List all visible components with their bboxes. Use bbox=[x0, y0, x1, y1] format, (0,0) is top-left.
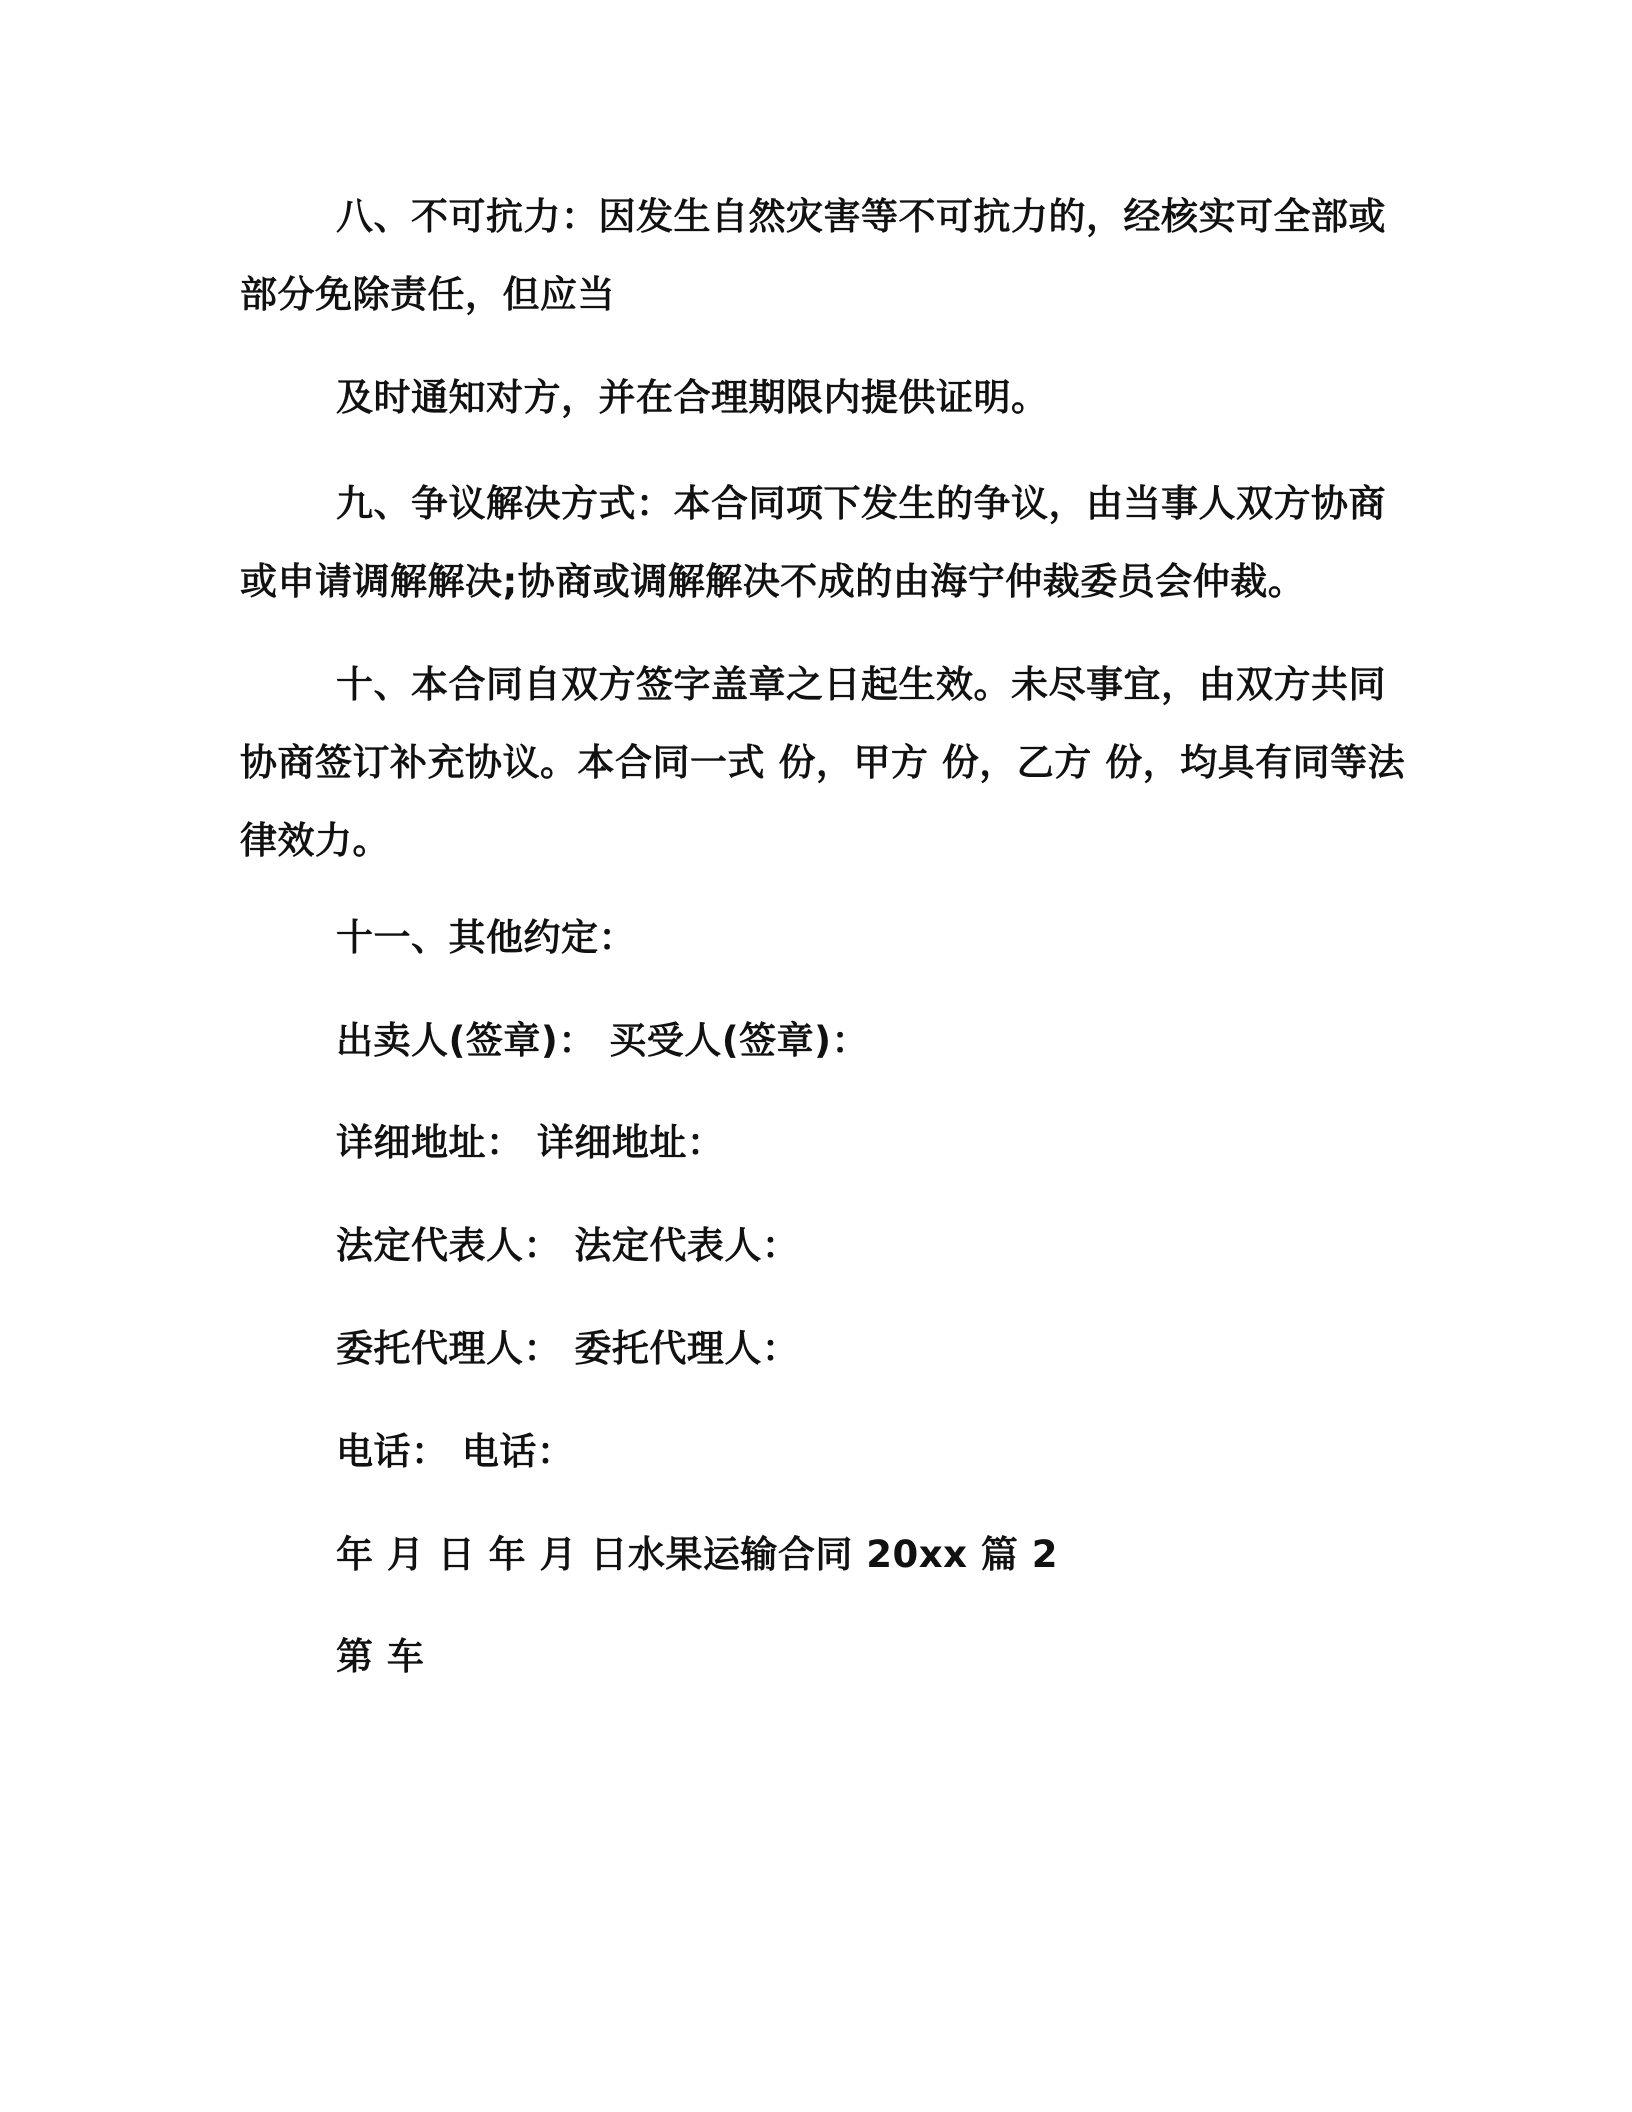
clause-10-line-3: 律效力。 bbox=[240, 819, 390, 862]
signature-address-line: 详细地址： 详细地址： bbox=[336, 1121, 725, 1164]
clause-9-line-2: 或申请调解解决;协商或调解解决不成的由海宁仲裁委员会仲裁。 bbox=[240, 560, 1306, 603]
clause-8-line-3: 及时通知对方，并在合理期限内提供证明。 bbox=[336, 376, 1049, 419]
trailing-line: 第 车 bbox=[336, 1635, 425, 1678]
clause-8-line-2: 部分免除责任，但应当 bbox=[240, 273, 615, 316]
signature-legal-rep-line: 法定代表人： 法定代表人： bbox=[336, 1224, 800, 1267]
signature-phone-line: 电话： 电话： bbox=[336, 1430, 575, 1473]
signature-agent-line: 委托代理人： 委托代理人： bbox=[336, 1327, 800, 1370]
clause-8-line-1: 八、不可抗力：因发生自然灾害等不可抗力的，经核实可全部或 bbox=[336, 195, 1386, 238]
clause-10-line-2: 协商签订补充协议。本合同一式 份，甲方 份，乙方 份，均具有同等法 bbox=[240, 741, 1406, 784]
clause-10-line-1: 十、本合同自双方签字盖章之日起生效。未尽事宜，由双方共同 bbox=[336, 663, 1386, 706]
clause-9-line-1: 九、争议解决方式：本合同项下发生的争议，由当事人双方协商 bbox=[336, 482, 1386, 525]
clause-10 bbox=[240, 646, 1406, 880]
clause-11: 十一、其他约定： bbox=[336, 916, 636, 959]
clause-9 bbox=[240, 465, 1386, 621]
signature-dates-line: 年 月 日 年 月 日水果运输合同 20xx 篇 2 bbox=[336, 1533, 1059, 1576]
signature-parties-line: 出卖人(签章)： 买受人(签章)： bbox=[336, 1019, 870, 1062]
clause-8 bbox=[240, 178, 1386, 334]
